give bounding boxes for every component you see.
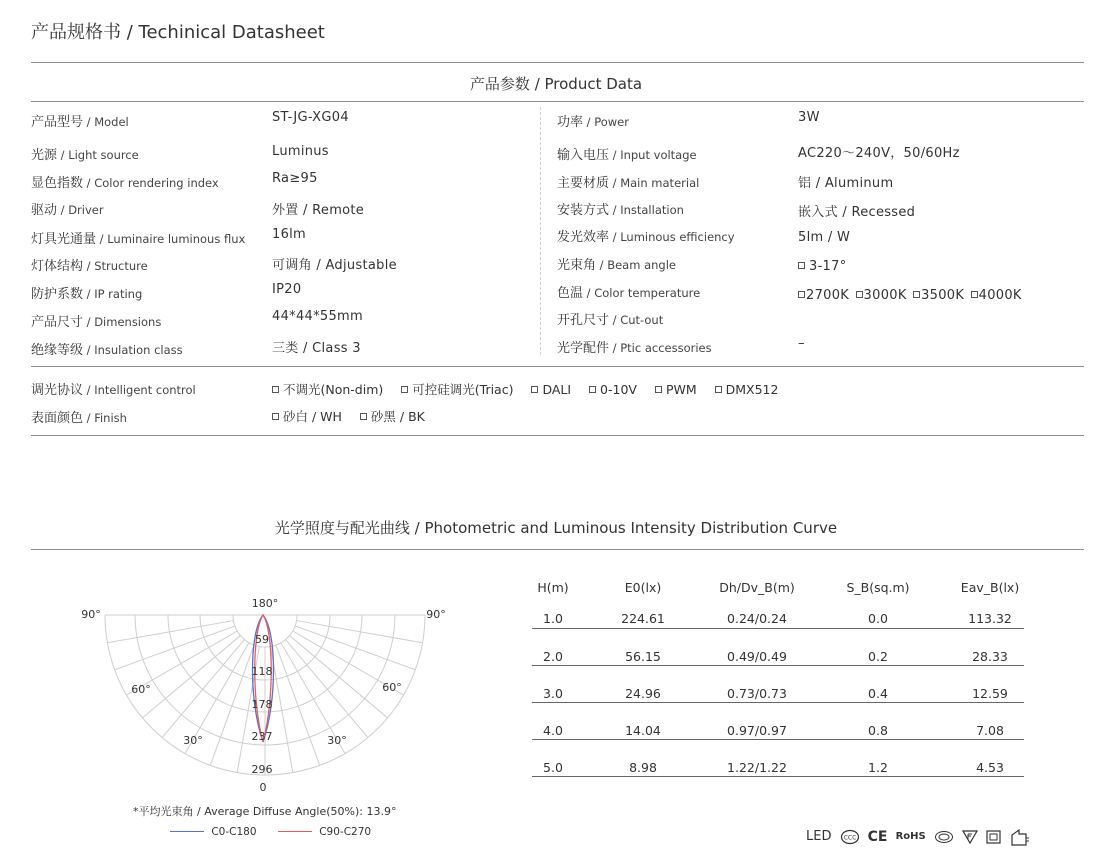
- legend-line-c90: [278, 831, 312, 832]
- table-cell: 8.98: [629, 760, 657, 775]
- table-cell: 1.0: [543, 611, 563, 626]
- divider: [31, 549, 1084, 550]
- product-data-heading: 产品参数 / Product Data: [469, 75, 643, 93]
- triangle-f-icon: [962, 830, 978, 844]
- spec-value-cri: Ra≥95: [272, 171, 318, 186]
- finish-options: [272, 407, 425, 425]
- spec-value-driver: 外置 / Remote: [272, 203, 365, 218]
- table-cell: 5.0: [543, 760, 563, 775]
- table-cell: 12.59: [972, 686, 1008, 701]
- spec-label-color-temp: 色温 / Color temperature: [557, 286, 701, 301]
- certification-marks: [806, 826, 1030, 846]
- control-options: [272, 380, 778, 398]
- spec-value-model: ST-JG-XG04: [272, 110, 349, 125]
- polar-spoke: [210, 645, 254, 765]
- angle-label-60-left: 60°: [131, 683, 151, 696]
- angle-label-90-right: 90°: [426, 608, 446, 621]
- spec-value-efficiency: 5lm / W: [798, 230, 851, 245]
- legend: [170, 826, 371, 838]
- column-divider: [540, 107, 541, 355]
- spec-label-cutout: 开孔尺寸 / Cut-out: [557, 313, 664, 328]
- spec-value-beam-angle: 3-17°: [798, 259, 847, 274]
- divider: [31, 366, 1084, 367]
- option-white[interactable]: 砂白 / WH: [272, 409, 342, 424]
- spec-label-driver: 驱动 / Driver: [31, 203, 104, 218]
- polar-spoke: [115, 626, 235, 670]
- option-triac[interactable]: 可控硅调光(Triac): [401, 382, 513, 397]
- control-label: 调光协议 / Intelligent control: [31, 383, 196, 398]
- radial-label-178: 178: [251, 698, 273, 711]
- radial-label-237: 237: [251, 730, 273, 743]
- table-cell: 7.08: [976, 723, 1004, 738]
- legend-line-c0: [170, 831, 204, 832]
- spec-value-flux: 16lm: [272, 227, 307, 242]
- angle-label-30-right: 30°: [327, 734, 347, 747]
- table-cell: 4.53: [976, 760, 1004, 775]
- spec-value-installation: 嵌入式 / Recessed: [798, 205, 916, 220]
- spec-label-material: 主要材质 / Main material: [557, 176, 700, 191]
- table-header: S_B(sq.m): [846, 580, 910, 595]
- spec-label-ip-rating: 防护系数 / IP rating: [31, 287, 143, 302]
- ce-mark: CE: [867, 828, 888, 845]
- polar-spoke: [107, 621, 233, 643]
- radial-label-296: 296: [251, 763, 273, 776]
- photometric-heading: 光学照度与配光曲线 / Photometric and Luminous Intensity Distribution Curve: [274, 519, 838, 537]
- table-row-divider: [532, 702, 1024, 703]
- table-cell: 2.0: [543, 649, 563, 664]
- table-cell: 0.2: [868, 649, 888, 664]
- spec-label-accessories: 光学配件 / Ptic accessories: [557, 341, 712, 356]
- table-row-divider: [532, 665, 1024, 666]
- table-cell: 28.33: [972, 649, 1008, 664]
- divider: [31, 62, 1084, 63]
- spec-value-dimensions: 44*44*55mm: [272, 309, 363, 324]
- table-cell: 0.73/0.73: [727, 686, 787, 701]
- angle-label-60-right: 60°: [382, 681, 402, 694]
- spec-label-input-voltage: 输入电压 / Input voltage: [557, 148, 697, 163]
- insulation-ceiling-icon: [1010, 828, 1030, 846]
- checkbox[interactable]: [798, 262, 805, 269]
- finish-label: 表面颜色 / Finish: [31, 411, 127, 426]
- legend-label-c90: C90-C270: [319, 826, 372, 838]
- table-cell: 0.97/0.97: [727, 723, 787, 738]
- angle-label-180: 180°: [251, 597, 279, 610]
- spec-label-model: 产品型号 / Model: [31, 115, 129, 130]
- cqc-icon: [934, 830, 954, 844]
- checkbox-3500k[interactable]: [913, 291, 920, 298]
- legend-label-c0: C0-C180: [211, 826, 257, 838]
- option-dali[interactable]: DALI: [531, 382, 571, 397]
- option-black[interactable]: 砂黑 / BK: [360, 409, 425, 424]
- spec-value-insulation: 三类 / Class 3: [272, 341, 361, 356]
- table-header: E0(lx): [624, 580, 662, 595]
- table-cell: 0.24/0.24: [727, 611, 787, 626]
- table-cell: 1.22/1.22: [727, 760, 787, 775]
- spec-label-efficiency: 发光效率 / Luminous efficiency: [557, 230, 735, 245]
- angle-label-90-left: 90°: [81, 608, 101, 621]
- table-row-divider: [532, 776, 1024, 777]
- table-cell: 3.0: [543, 686, 563, 701]
- table-cell: 224.61: [621, 611, 665, 626]
- beam-angle-note: *平均光束角 / Average Diffuse Angle(50%): 13.9°: [133, 805, 397, 818]
- divider: [31, 101, 1084, 102]
- spec-label-light-source: 光源 / Light source: [31, 148, 139, 163]
- spec-value-color-temp: 2700K 3000K 3500K 4000K: [798, 288, 1022, 303]
- spec-label-dimensions: 产品尺寸 / Dimensions: [31, 315, 162, 330]
- table-cell: 0.4: [868, 686, 888, 701]
- table-cell: 0.8: [868, 723, 888, 738]
- svg-text:CCC: CCC: [843, 834, 856, 841]
- table-cell: 4.0: [543, 723, 563, 738]
- spec-label-beam-angle: 光束角 / Beam angle: [557, 258, 676, 273]
- ccc-icon: [840, 829, 860, 845]
- spec-label-structure: 灯体结构 / Structure: [31, 259, 148, 274]
- rohs-mark: RoHS: [895, 831, 926, 842]
- spec-value-structure: 可调角 / Adjustable: [272, 258, 397, 273]
- spec-value-accessories: –: [798, 336, 805, 351]
- option-pwm[interactable]: PWM: [655, 382, 697, 397]
- checkbox-2700k[interactable]: [798, 291, 805, 298]
- divider: [31, 435, 1084, 436]
- spec-label-flux: 灯具光通量 / Luminaire luminous flux: [31, 232, 246, 247]
- polar-distribution-chart: [70, 580, 460, 795]
- polar-spoke: [295, 626, 415, 670]
- table-cell: 0.0: [868, 611, 888, 626]
- class-ii-icon: [986, 830, 1002, 844]
- table-cell: 0.49/0.49: [727, 649, 787, 664]
- checkbox-4000k[interactable]: [971, 291, 978, 298]
- radial-label-118: 118: [251, 665, 273, 678]
- spec-label-power: 功率 / Power: [557, 115, 629, 130]
- table-cell: 24.96: [625, 686, 661, 701]
- table-row-divider: [532, 739, 1024, 740]
- table-header: Eav_B(lx): [960, 580, 1020, 595]
- spec-label-installation: 安装方式 / Installation: [557, 203, 684, 218]
- option-dmx512[interactable]: DMX512: [715, 382, 779, 397]
- polar-spoke: [276, 645, 320, 765]
- option-0-10v[interactable]: 0-10V: [589, 382, 637, 397]
- table-header: H(m): [537, 580, 569, 595]
- spec-value-input-voltage: AC220～240V，50/60Hz: [798, 146, 960, 161]
- spec-label-cri: 显色指数 / Color rendering index: [31, 176, 219, 191]
- table-cell: 1.2: [868, 760, 888, 775]
- spec-label-insulation: 绝缘等级 / Insulation class: [31, 343, 183, 358]
- table-row-divider: [532, 628, 1024, 629]
- option-non-dim[interactable]: 不调光(Non-dim): [272, 382, 383, 397]
- checkbox-3000k[interactable]: [856, 291, 863, 298]
- spec-value-ip-rating: IP20: [272, 282, 302, 297]
- table-cell: 113.32: [968, 611, 1012, 626]
- angle-label-0: 0: [259, 781, 267, 794]
- table-cell: 56.15: [625, 649, 661, 664]
- spec-value-power: 3W: [798, 110, 820, 125]
- spec-value-material: 铝 / Aluminum: [798, 176, 894, 191]
- table-cell: 14.04: [625, 723, 661, 738]
- angle-label-30-left: 30°: [183, 734, 203, 747]
- table-header: Dh/Dv_B(m): [719, 580, 795, 595]
- radial-label-59: 59: [255, 633, 269, 646]
- spec-value-light-source: Luminus: [272, 144, 329, 159]
- page-title: 产品规格书 / Techinical Datasheet: [31, 22, 325, 43]
- polar-spoke: [297, 621, 423, 643]
- led-mark: LED: [806, 829, 832, 844]
